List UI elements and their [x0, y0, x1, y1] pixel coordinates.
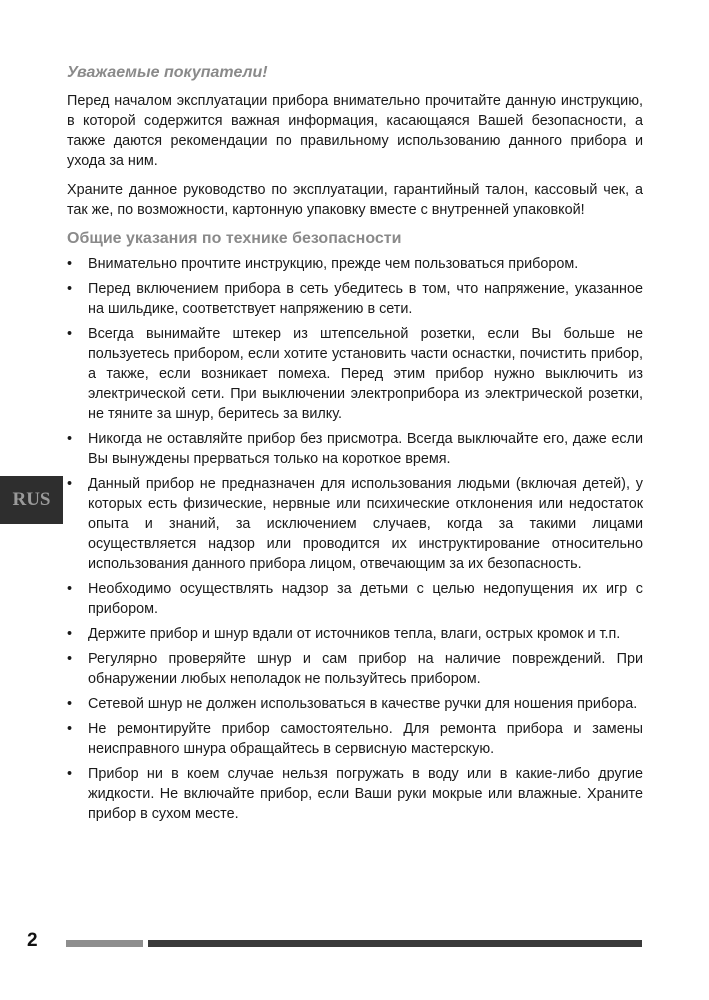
greeting-heading: Уважаемые покупатели!	[67, 64, 268, 81]
list-item	[67, 694, 643, 714]
bullet-icon: •	[67, 626, 73, 642]
list-item-text: Регулярно проверяйте шнур и сам прибор на наличие повреждений. При обнаружении любых неполадок не пользуйтесь прибором.	[88, 651, 643, 687]
bullet-icon: •	[67, 281, 73, 297]
bullet-icon: •	[67, 326, 73, 342]
list-item	[67, 474, 643, 574]
bullet-icon: •	[67, 476, 73, 492]
bullet-icon: •	[67, 431, 73, 447]
list-item-text: Никогда не оставляйте прибор без присмотра. Всегда выключайте его, даже если Вы вынуждены прерваться только на короткое время.	[88, 431, 643, 467]
list-item	[67, 579, 643, 619]
list-item-text: Перед включением прибора в сеть убедитесь в том, что напряжение, указанное на шильдике, соответствует напряжению в сети.	[88, 281, 643, 317]
bullet-icon: •	[67, 581, 73, 597]
list-item	[67, 719, 643, 759]
list-item	[67, 279, 643, 319]
bullet-icon: •	[67, 696, 73, 712]
language-tab: RUS	[0, 476, 63, 524]
safety-heading: Общие указания по технике безопасности	[67, 230, 402, 247]
list-item	[67, 324, 643, 424]
list-item-text: Не ремонтируйте прибор самостоятельно. Для ремонта прибора и замены неисправного шнура обращайтесь в сервисную мастерскую.	[88, 721, 643, 757]
list-item-text: Всегда вынимайте штекер из штепсельной розетки, если Вы больше не пользуетесь прибором, если хотите установить части оснастки, почистить прибор, а также, если возникает помеха. Перед этим прибор нужно выключить из электрической сети. При выключении электроприбора из электрической розетки, не тяните за шнур, беритесь за вилку.	[88, 326, 643, 422]
footer-bar-light	[66, 940, 143, 947]
intro-paragraph: Перед началом эксплуатации прибора внимательно прочитайте данную инструкцию, в которой содержится важная информация, касающаяся Вашей безопасности, а также даются рекомендации по правильному использованию данного прибора и ухода за ним.	[67, 93, 643, 169]
list-item	[67, 429, 643, 469]
list-item-text: Внимательно прочтите инструкцию, прежде чем пользоваться прибором.	[88, 256, 579, 272]
list-item-text: Прибор ни в коем случае нельзя погружать в воду или в какие-либо другие жидкости. Не включайте прибор, если Ваши руки мокрые или влажные. Храните прибор в сухом месте.	[88, 766, 643, 822]
list-item	[67, 254, 643, 274]
list-item-text: Держите прибор и шнур вдали от источников тепла, влаги, острых кромок и т.п.	[88, 626, 621, 642]
list-item	[67, 649, 643, 689]
bullet-icon: •	[67, 721, 73, 737]
list-item-text: Данный прибор не предназначен для использования людьми (включая детей), у которых есть физические, нервные или психические отклонения или недостаток опыта и знаний, за исключением случаев, когда за такими лицами осуществляется надзор или проводится их инструктирование относительно использования данного прибора лицом, отвечающим за их безопасность.	[88, 476, 643, 572]
list-item-text: Сетевой шнур не должен использоваться в качестве ручки для ношения прибора.	[88, 696, 638, 712]
bullet-icon: •	[67, 651, 73, 667]
footer-bar-dark	[148, 940, 642, 947]
bullet-icon: •	[67, 766, 73, 782]
page-number: 2	[27, 930, 38, 951]
list-item-text: Необходимо осуществлять надзор за детьми с целью недопущения их игр с прибором.	[88, 581, 643, 617]
list-item	[67, 764, 643, 824]
page-content	[67, 64, 643, 829]
list-item	[67, 624, 643, 644]
intro-paragraph: Храните данное руководство по эксплуатации, гарантийный талон, кассовый чек, а так же, по возможности, картонную упаковку вместе с внутренней упаковкой!	[67, 182, 643, 218]
safety-list	[67, 254, 643, 824]
bullet-icon: •	[67, 256, 73, 272]
